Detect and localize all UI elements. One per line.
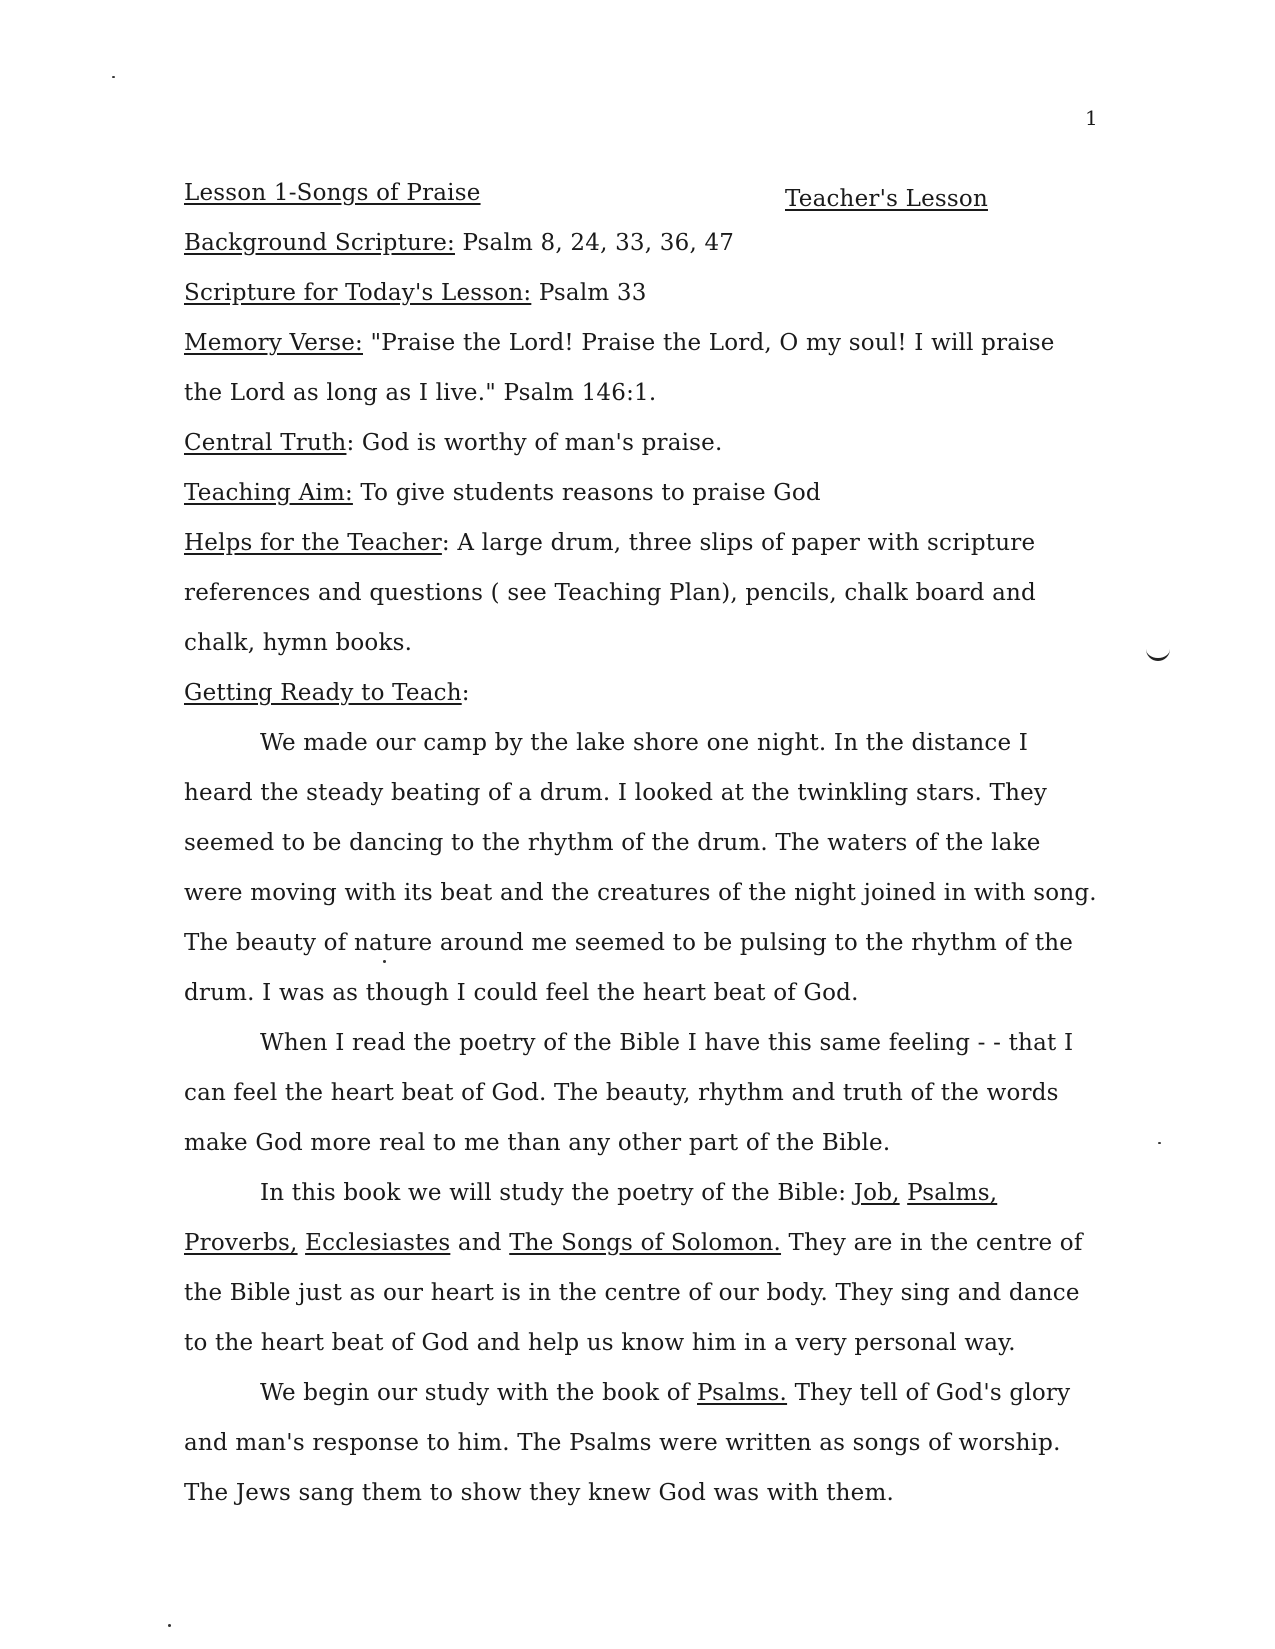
lesson-document [184,168,1097,1518]
book-name: Psalms. [697,1380,788,1406]
book-name: The Songs of Solomon. [509,1230,782,1256]
lesson-header [184,168,1084,218]
paragraph-line: were moving with its beat and the creatures of the night joined in with song. [184,880,1097,906]
field-label: Teaching Aim: [184,480,353,506]
paragraph-line: the Bible just as our heart is in the centre of our body. They sing and dance [184,1280,1080,1306]
teaching-aim [184,468,1084,518]
book-name: Psalms, [907,1180,998,1206]
section-heading: Getting Ready to Teach [184,680,462,706]
field-value: A large drum, three slips of paper with scripture [457,530,1036,556]
field-label: Background Scripture: [184,230,455,256]
field-value: chalk, hymn books. [184,630,413,656]
field-label: Memory Verse: [184,330,363,356]
paragraph-line: to the heart beat of God and help us know him in a very personal way. [184,1330,1016,1356]
helps-continued [184,568,1084,618]
scan-speck [1158,1142,1161,1144]
getting-ready-heading: Getting Ready to Teach: [184,680,470,706]
field-value: To give students reasons to praise God [360,480,821,506]
lesson-title: Lesson 1-Songs of Praise [184,180,481,206]
field-value: God is worthy of man's praise. [361,430,723,456]
paragraph-line: We begin our study with the book of Psalms. They tell of God's glory [260,1380,1071,1406]
helps-for-teacher: Helps for the Teacher: A large drum, three slips of paper with scripture [184,530,1036,556]
field-value: Psalm 8, 24, 33, 36, 47 [462,230,735,256]
paragraph-line: The beauty of nature around me seemed to be pulsing to the rhythm of the [184,930,1074,956]
field-label: Helps for the Teacher [184,530,442,556]
book-name: Ecclesiastes [305,1230,451,1256]
central-truth: Central Truth: God is worthy of man's praise. [184,430,723,456]
paragraph-line: make God more real to me than any other part of the Bible. [184,1130,891,1156]
lesson-type: Teacher's Lesson [785,186,988,212]
paragraph-line: drum. I was as though I could feel the heart beat of God. [184,980,859,1006]
paragraph-line: In this book we will study the poetry of the Bible: Job, Psalms, [260,1180,998,1206]
book-name: Job, [853,1180,900,1206]
paragraph-line: Proverbs, Ecclesiastes and The Songs of Solomon. They are in the centre of [184,1230,1083,1256]
field-value: Psalm 33 [538,280,647,306]
paragraph-line: We made our camp by the lake shore one night. In the distance I [260,730,1029,756]
paragraph-line: can feel the heart beat of God. The beauty, rhythm and truth of the words [184,1080,1059,1106]
scan-speck [168,1624,171,1627]
field-value: the Lord as long as I live." Psalm 146:1. [184,380,657,406]
helps-continued [184,618,1084,668]
page-number: 1 [1085,106,1098,130]
paragraph-line: heard the steady beating of a drum. I looked at the twinkling stars. They [184,780,1048,806]
background-scripture [184,218,1084,268]
scan-speck [112,76,115,78]
memory-verse [184,318,1084,368]
paragraph-line: and man's response to him. The Psalms were written as songs of worship. [184,1430,1061,1456]
scan-mark [1146,648,1170,661]
paragraph-line: seemed to be dancing to the rhythm of the drum. The waters of the lake [184,830,1041,856]
paragraph-line: The Jews sang them to show they knew God was with them. [184,1480,895,1506]
field-value: references and questions ( see Teaching Plan), pencils, chalk board and [184,580,1036,606]
memory-verse-continued [184,368,1084,418]
field-label: Central Truth [184,430,347,456]
field-label: Scripture for Today's Lesson: [184,280,532,306]
scripture-for-today [184,268,1084,318]
field-value: "Praise the Lord! Praise the Lord, O my soul! I will praise [370,330,1055,356]
paragraph-line: When I read the poetry of the Bible I have this same feeling - - that I [260,1030,1074,1056]
book-name: Proverbs, [184,1230,298,1256]
